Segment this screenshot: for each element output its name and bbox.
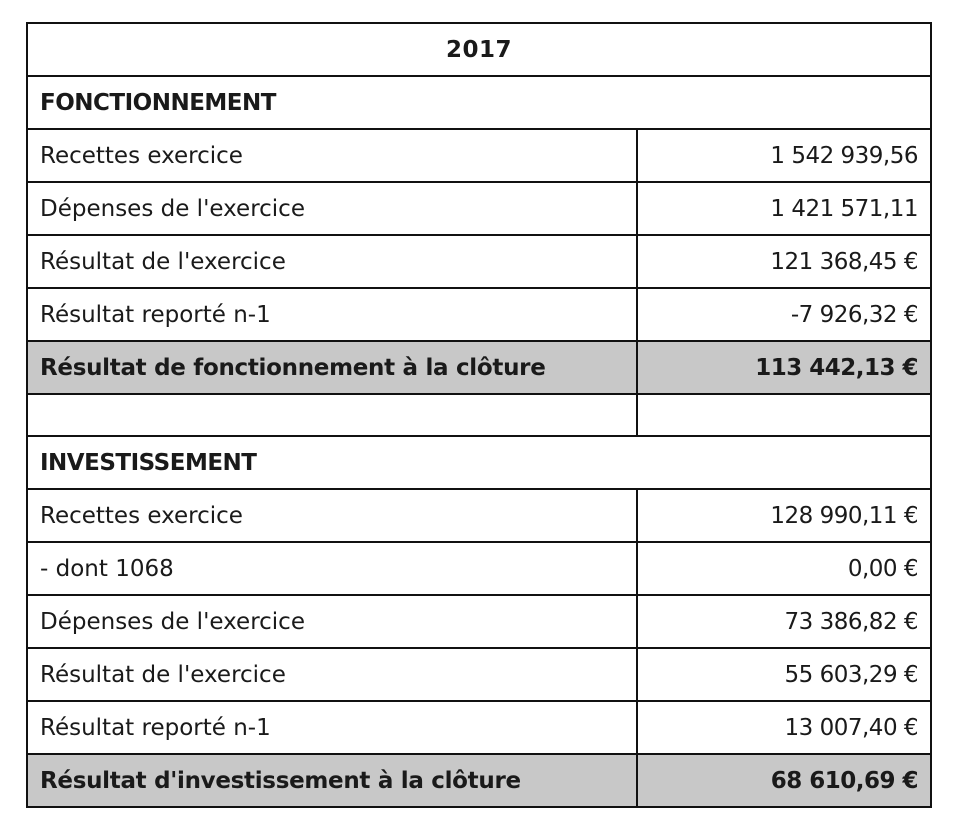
row-value: 73 386,82 € [637,595,931,648]
table-row [27,288,931,341]
row-label: Résultat de l'exercice [27,235,637,288]
row-value: 55 603,29 € [637,648,931,701]
total-value: 113 442,13 € [637,341,931,394]
year-header-row [27,23,931,76]
row-label: - dont 1068 [27,542,637,595]
spacer-row [27,394,931,436]
table-row [27,648,931,701]
total-value: 68 610,69 € [637,754,931,807]
total-row-investissement [27,754,931,807]
row-value: 121 368,45 € [637,235,931,288]
table-row [27,129,931,182]
empty-cell [637,394,931,436]
row-label: Résultat reporté n-1 [27,288,637,341]
row-value: -7 926,32 € [637,288,931,341]
row-value: 0,00 € [637,542,931,595]
row-value: 1 542 939,56 [637,129,931,182]
row-label: Dépenses de l'exercice [27,182,637,235]
table-row [27,595,931,648]
row-value: 13 007,40 € [637,701,931,754]
section-header-row [27,436,931,489]
table-row [27,489,931,542]
row-value: 128 990,11 € [637,489,931,542]
table-row [27,182,931,235]
section-fonctionnement-title: FONCTIONNEMENT [27,76,931,129]
year-header: 2017 [27,23,931,76]
row-label: Résultat reporté n-1 [27,701,637,754]
table-row [27,235,931,288]
row-label: Recettes exercice [27,129,637,182]
table-row [27,542,931,595]
budget-table [26,22,932,808]
row-label: Résultat de l'exercice [27,648,637,701]
empty-cell [27,394,637,436]
total-label: Résultat d'investissement à la clôture [27,754,637,807]
table-row [27,701,931,754]
row-label: Recettes exercice [27,489,637,542]
row-value: 1 421 571,11 [637,182,931,235]
section-header-row [27,76,931,129]
total-row-fonctionnement [27,341,931,394]
section-investissement-title: INVESTISSEMENT [27,436,931,489]
total-label: Résultat de fonctionnement à la clôture [27,341,637,394]
row-label: Dépenses de l'exercice [27,595,637,648]
